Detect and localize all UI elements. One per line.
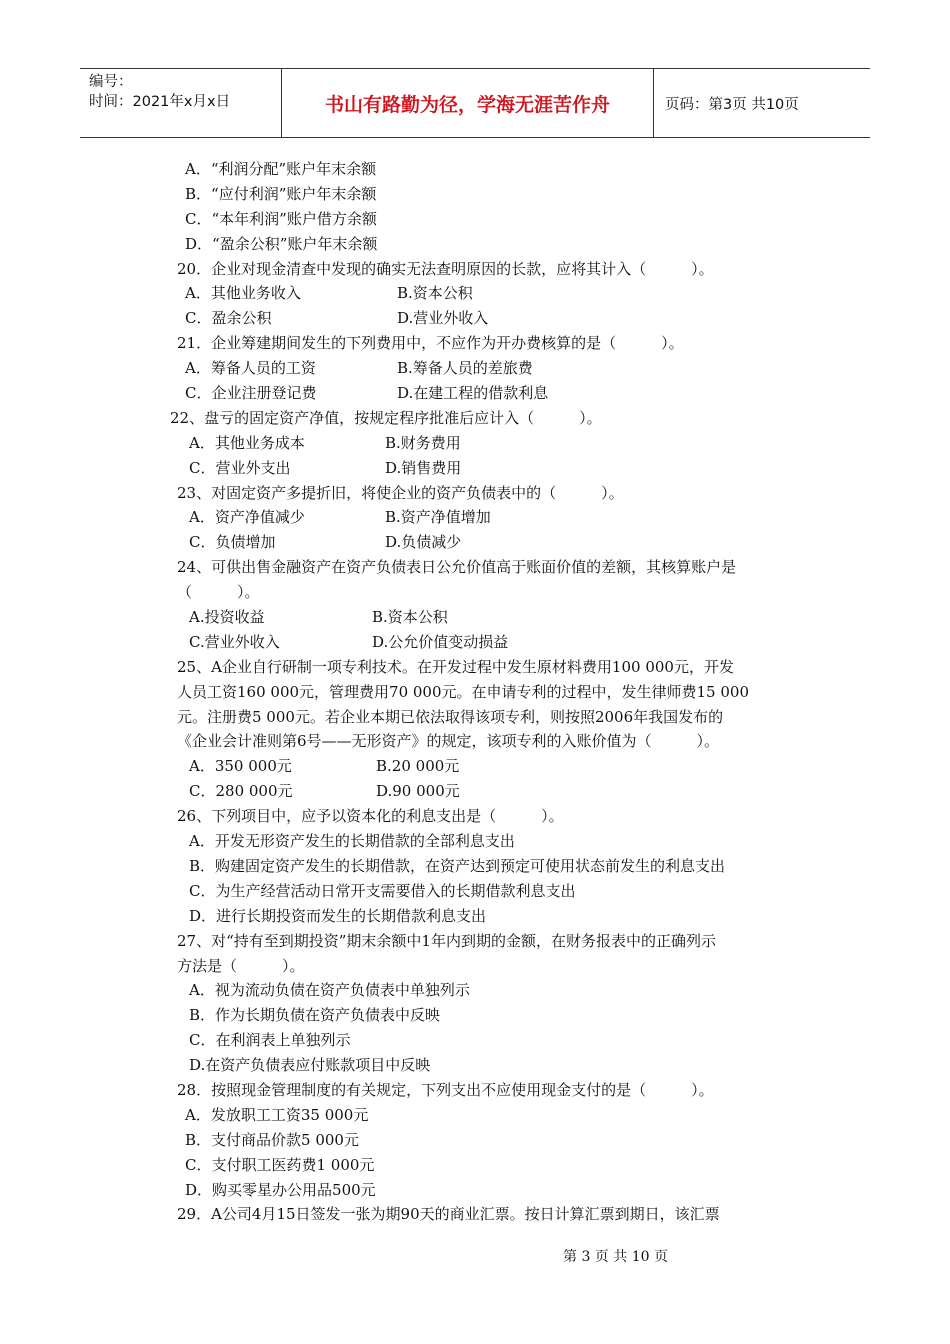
- text-segment: A．筹备人员的工资: [185, 359, 316, 378]
- text-segment: D．“盈余公积”账户年末余额: [185, 234, 378, 253]
- text-line: [0, 954, 950, 979]
- text-segment: B.财务费用: [385, 433, 461, 452]
- text-segment: 《企业会计准则第6号——无形资产》的规定，该项专利的入账价值为（ ）。: [177, 732, 720, 751]
- text-segment: A．开发无形资产发生的长期借款的全部利息支出: [189, 832, 515, 851]
- text-segment: C．“本年利润”账户借方余额: [185, 209, 377, 228]
- text-segment: B.资本公积: [397, 284, 473, 303]
- text-segment: D．进行长期投资而发生的长期借款利息支出: [189, 906, 487, 925]
- text-segment: D.在建工程的借款利息: [397, 384, 549, 403]
- text-line: [0, 456, 950, 481]
- header-serial: 编号：: [89, 74, 133, 90]
- text-line: [0, 182, 950, 207]
- text-line: [0, 555, 950, 580]
- text-line: [0, 1153, 950, 1178]
- text-segment: 23、对固定资产多提折旧，将使企业的资产负债表中的（ ）。: [177, 483, 624, 502]
- header-meta: [80, 69, 282, 137]
- text-line: [0, 605, 950, 630]
- text-line: [0, 705, 950, 730]
- text-line: [0, 356, 950, 381]
- text-line: [0, 1178, 950, 1203]
- text-line: [0, 1078, 950, 1103]
- text-segment: C．企业注册登记费: [185, 384, 317, 403]
- text-segment: B.资本公积: [372, 608, 448, 627]
- text-segment: D.在资产负债表应付账款项目中反映: [189, 1056, 431, 1075]
- text-segment: B．“应付利润”账户年末余额: [185, 184, 377, 203]
- text-line: [0, 580, 950, 605]
- text-segment: B．支付商品价款5 000元: [185, 1130, 359, 1149]
- text-line: [0, 157, 950, 182]
- header-page-info: [654, 69, 870, 137]
- text-line: [0, 481, 950, 506]
- text-segment: D.销售费用: [385, 458, 462, 477]
- text-segment: D.营业外收入: [397, 309, 489, 328]
- text-segment: B.资产净值增加: [385, 508, 491, 527]
- document-body: [0, 157, 950, 1227]
- text-segment: B．作为长期负债在资产负债表中反映: [189, 1006, 441, 1025]
- text-line: [0, 505, 950, 530]
- text-line: [0, 904, 950, 929]
- header-motto: [282, 69, 654, 137]
- text-segment: B．购建固定资产发生的长期借款，在资产达到预定可使用状态前发生的利息支出: [189, 856, 726, 875]
- footer-page-number: 第 3 页 共 10 页: [563, 1249, 668, 1265]
- text-line: [0, 854, 950, 879]
- text-line: [0, 431, 950, 456]
- text-line: [0, 978, 950, 1003]
- text-segment: C．负债增加: [189, 533, 276, 552]
- text-line: [0, 1128, 950, 1153]
- text-line: [0, 680, 950, 705]
- text-line: [0, 1202, 950, 1227]
- text-segment: 27、对“持有至到期投资”期末余额中1年内到期的金额，在财务报表中的正确列示: [177, 931, 716, 950]
- text-segment: 元。注册费5 000元。若企业本期已依法取得该项专利，则按照2006年我国发布的: [177, 707, 724, 726]
- text-line: [0, 1103, 950, 1128]
- text-segment: 人员工资160 000元，管理费用70 000元。在申请专利的过程中，发生律师费15 000: [177, 682, 750, 701]
- text-segment: D．购买零星办公用品500元: [185, 1180, 376, 1199]
- text-segment: C．支付职工医药费1 000元: [185, 1155, 375, 1174]
- text-line: [0, 829, 950, 854]
- text-segment: 21．企业筹建期间发生的下列费用中，不应作为开办费核算的是（ ）。: [177, 334, 684, 353]
- text-segment: 28．按照现金管理制度的有关规定，下列支出不应使用现金支付的是（ ）。: [177, 1080, 714, 1099]
- text-segment: A．视为流动负债在资产负债表中单独列示: [189, 981, 470, 1000]
- text-line: [0, 1053, 950, 1078]
- text-segment: 24、可供出售金融资产在资产负债表日公允价值高于账面价值的差额，其核算账户是: [177, 558, 737, 577]
- text-line: [0, 1003, 950, 1028]
- text-segment: 26、下列项目中，应予以资本化的利息支出是（ ）。: [177, 807, 564, 826]
- text-segment: A．350 000元: [189, 757, 292, 776]
- text-line: [0, 331, 950, 356]
- text-line: [0, 232, 950, 257]
- text-line: [0, 630, 950, 655]
- text-segment: 方法是（ ）。: [177, 956, 305, 975]
- text-line: [0, 207, 950, 232]
- text-segment: A．其他业务成本: [189, 433, 305, 452]
- text-line: [0, 530, 950, 555]
- text-line: [0, 655, 950, 680]
- text-line: [0, 879, 950, 904]
- text-segment: A．发放职工工资35 000元: [185, 1105, 369, 1124]
- text-segment: D.公允价值变动损益: [372, 632, 509, 651]
- text-line: [0, 729, 950, 754]
- text-segment: C．在利润表上单独列示: [189, 1031, 351, 1050]
- text-segment: C．为生产经营活动日常开支需要借入的长期借款利息支出: [189, 881, 576, 900]
- header-page-info-text: 页码：第3页 共10页: [665, 96, 799, 113]
- text-line: [0, 1028, 950, 1053]
- text-line: [0, 754, 950, 779]
- text-segment: C．盈余公积: [185, 309, 272, 328]
- text-line: [0, 381, 950, 406]
- text-segment: A．其他业务收入: [185, 284, 301, 303]
- text-segment: 29．A公司4月15日签发一张为期90天的商业汇票。按日计算汇票到期日，该汇票: [177, 1205, 720, 1224]
- text-segment: A.投资收益: [189, 608, 265, 627]
- text-line: [0, 306, 950, 331]
- text-line: [0, 281, 950, 306]
- text-segment: B.20 000元: [376, 757, 460, 776]
- text-segment: B.筹备人员的差旅费: [397, 359, 533, 378]
- text-segment: C．280 000元: [189, 782, 293, 801]
- text-line: [0, 406, 950, 431]
- text-segment: D.负债减少: [385, 533, 462, 552]
- text-segment: A．“利润分配”账户年末余额: [185, 160, 377, 178]
- text-segment: （ ）。: [177, 583, 260, 602]
- header-motto-text: 书山有路勤为径，学海无涯苦作舟: [324, 93, 610, 116]
- text-segment: C.营业外收入: [189, 632, 280, 651]
- text-segment: 22、盘亏的固定资产净值，按规定程序批准后应计入（ ）。: [170, 408, 602, 427]
- header-date: 时间：2021年x月x日: [89, 94, 231, 110]
- text-line: [0, 779, 950, 804]
- text-line: [0, 929, 950, 954]
- text-segment: 25、A企业自行研制一项专利技术。在开发过程中发生原材料费用100 000元，开发: [177, 657, 734, 676]
- text-segment: 20．企业对现金清查中发现的确实无法查明原因的长款，应将其计入（ ）。: [177, 259, 714, 278]
- text-line: [0, 257, 950, 282]
- text-segment: D.90 000元: [376, 782, 460, 801]
- page-header: [80, 68, 870, 138]
- text-line: [0, 804, 950, 829]
- text-segment: A．资产净值减少: [189, 508, 305, 527]
- text-segment: C．营业外支出: [189, 458, 291, 477]
